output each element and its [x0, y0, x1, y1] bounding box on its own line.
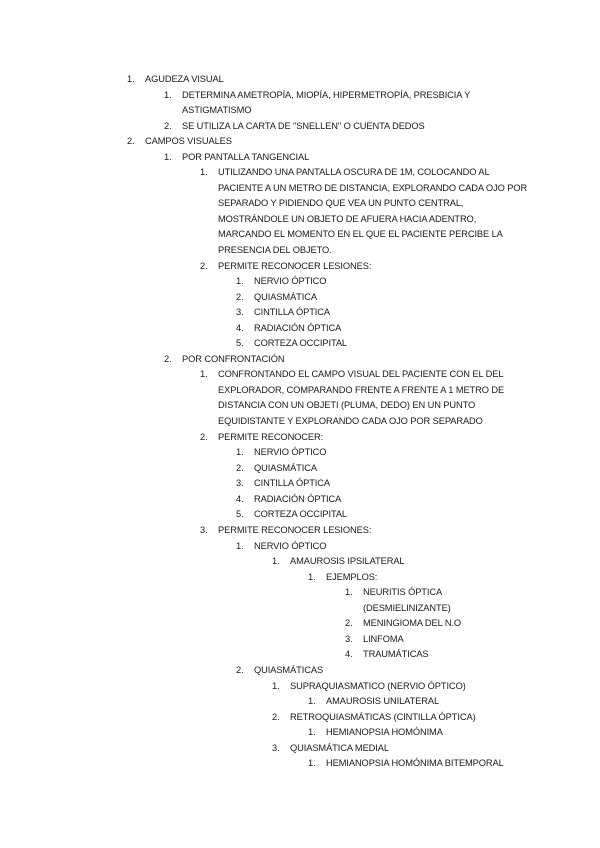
list-text: MOSTRÁNDOLE UN OBJETO DE AFUERA HACIA ADENTRO,	[218, 214, 477, 224]
list-number: 2.	[236, 665, 244, 675]
list-number: 1.	[236, 541, 244, 551]
list-number: 2.	[236, 463, 244, 473]
list-text: CINTILLA ÓPTICA	[254, 307, 330, 317]
list-text: NERVIO ÓPTICO	[254, 447, 327, 457]
list-text: TRAUMÁTICAS	[363, 649, 429, 659]
list-text: NERVIO ÓPTICO	[254, 276, 327, 286]
list-number: 2.	[200, 261, 208, 271]
list-text: EJEMPLOS:	[326, 572, 378, 582]
list-number: 2.	[200, 432, 208, 442]
list-text: HEMIANOPSIA HOMÓNIMA BITEMPORAL	[326, 758, 504, 768]
list-text: QUIASMÁTICAS	[254, 665, 324, 675]
list-text: (DESMIELINIZANTE)	[363, 603, 451, 613]
list-text: POR PANTALLA TANGENCIAL	[182, 152, 310, 162]
list-text: DISTANCIA CON UN OBJETI (PLUMA, DEDO) EN UN PUNTO	[218, 400, 476, 410]
list-text: SE UTILIZA LA CARTA DE "SNELLEN" O CUENTA DEDOS	[182, 121, 425, 131]
list-number: 3.	[236, 307, 244, 317]
list-text: AMAUROSIS IPSILATERAL	[290, 556, 405, 566]
list-number: 1.	[272, 556, 280, 566]
list-number: 2.	[164, 354, 172, 364]
list-text: LINFOMA	[363, 634, 404, 644]
list-number: 1.	[200, 369, 208, 379]
list-number: 5.	[236, 509, 244, 519]
list-text: MENINGIOMA DEL N.O	[363, 618, 462, 628]
list-text: HEMIANOPSIA HOMÓNIMA	[326, 727, 443, 737]
list-text: QUIASMÁTICA	[254, 463, 317, 473]
list-number: 1.	[345, 587, 353, 597]
list-number: 1.	[308, 727, 316, 737]
list-text: SEPARADO Y PIDIENDO QUE VEA UN PUNTO CENTRAL,	[218, 198, 464, 208]
list-text: EQUIDISTANTE Y EXPLORANDO CADA OJO POR SEPARADO	[218, 416, 483, 426]
list-text: RADIACIÓN ÓPTICA	[254, 323, 342, 333]
list-text: RADIACIÓN ÓPTICA	[254, 494, 342, 504]
list-number: 3.	[272, 743, 280, 753]
list-number: 4.	[345, 649, 353, 659]
list-number: 1.	[164, 152, 172, 162]
list-text: CONFRONTANDO EL CAMPO VISUAL DEL PACIENTE CON EL DEL	[218, 369, 504, 379]
list-number: 2.	[236, 292, 244, 302]
list-text: AGUDEZA VISUAL	[145, 74, 224, 84]
list-number: 1.	[236, 276, 244, 286]
list-text: CORTEZA OCCIPITAL	[254, 338, 348, 348]
list-number: 2.	[127, 136, 135, 146]
list-number: 1.	[200, 167, 208, 177]
list-number: 1.	[236, 447, 244, 457]
list-text: CINTILLA ÓPTICA	[254, 478, 330, 488]
list-text: PERMITE RECONOCER:	[218, 432, 324, 442]
list-number: 3.	[200, 525, 208, 535]
list-number: 1.	[308, 696, 316, 706]
list-text: QUIASMÁTICA MEDIAL	[290, 743, 389, 753]
list-text: MARCANDO EL MOMENTO EN EL QUE EL PACIENTE PERCIBE LA	[218, 229, 503, 239]
list-number: 2.	[164, 121, 172, 131]
list-text: ASTIGMATISMO	[182, 105, 252, 115]
list-text: PERMITE RECONOCER LESIONES:	[218, 261, 372, 271]
list-number: 2.	[272, 712, 280, 722]
list-number: 2.	[345, 618, 353, 628]
list-text: QUIASMÁTICA	[254, 292, 317, 302]
list-text: UTILIZANDO UNA PANTALLA OSCURA DE 1M, COLOCANDO AL	[218, 167, 490, 177]
list-number: 1.	[127, 74, 135, 84]
list-number: 1.	[164, 90, 172, 100]
list-number: 3.	[236, 478, 244, 488]
list-text: PRESENCIA DEL OBJETO.	[218, 245, 332, 255]
list-number: 5.	[236, 338, 244, 348]
list-number: 1.	[308, 572, 316, 582]
list-text: NERVIO ÓPTICO	[254, 541, 327, 551]
list-number: 1.	[272, 681, 280, 691]
list-text: EXPLORADOR, COMPARANDO FRENTE A FRENTE A 1 METRO DE	[218, 385, 505, 395]
list-text: PERMITE RECONOCER LESIONES:	[218, 525, 372, 535]
list-text: PACIENTE A UN METRO DE DISTANCIA, EXPLORANDO CADA OJO POR	[218, 183, 528, 193]
list-number: 4.	[236, 323, 244, 333]
list-text: AMAUROSIS UNILATERAL	[326, 696, 440, 706]
list-text: NEURITIS ÓPTICA	[363, 587, 443, 597]
list-text: DETERMINA AMETROPÍA, MIOPÍA, HIPERMETROPÍA, PRESBICIA Y	[182, 90, 471, 100]
list-number: 4.	[236, 494, 244, 504]
list-text: CAMPOS VISUALES	[145, 136, 232, 146]
list-text: RETROQUIASMÁTICAS (CINTILLA ÓPTICA)	[290, 712, 476, 722]
list-text: CORTEZA OCCIPITAL	[254, 509, 348, 519]
list-text: POR CONFRONTACIÓN	[182, 354, 285, 364]
list-text: SUPRAQUIASMATICO (NERVIO ÓPTICO)	[290, 681, 466, 691]
list-number: 1.	[308, 758, 316, 768]
list-number: 3.	[345, 634, 353, 644]
